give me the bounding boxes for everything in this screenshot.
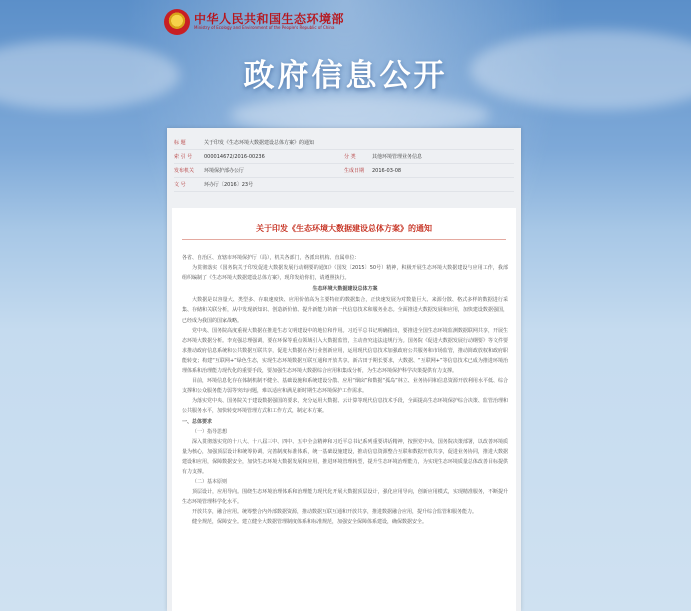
meta-label: 标 题 — [174, 140, 186, 146]
paragraph: 健全规范，保障安全。建立健全大数据管理制度体系和标准规范，加强安全保障体系建设，确保数据安全。 — [192, 519, 428, 526]
ministry-english-name: Ministry of Ecology and Environment of the People's Republic of China — [194, 25, 335, 30]
paragraph: 目前，环境信息化存在体制机制不健全、基础设施和系统建设分散、应用“烟囱”和数据“孤岛”林立、业务协同和信息资源开放利用水平低、综合支撑和公众服务能力弱等突出问题，难以适应和满足新时期生态环境保护工作需求。 — [182, 378, 508, 395]
meta-label: 发布机关 — [174, 168, 195, 174]
content-panel — [167, 128, 521, 611]
meta-value: 关于印发《生态环境大数据建设总体方案》的通知 — [204, 140, 315, 146]
paragraph: 顶层设计，应用导向。围绕生态环境治理体系和治理能力现代化开展大数据顶层设计，强化应用导向，创新应用模式，实现精准服务，不断提升生态环境管理科学化水平。 — [182, 489, 508, 506]
document-text — [182, 253, 508, 528]
page-title: 政府信息公开 — [243, 58, 448, 94]
meta-row-docno — [174, 178, 514, 192]
meta-value: 2016-03-08 — [372, 167, 402, 174]
ministry-name[interactable]: 中华人民共和国生态环境部 — [194, 12, 345, 26]
section-heading: 一、总体要求 — [182, 418, 213, 425]
paragraph: 各省、自治区、直辖市环境保护厅（局），机关各部门，各派出机构、直属单位： — [182, 255, 360, 261]
paragraph: 为落实党中央、国务院关于建设数据强国的要求，充分运用大数据、云计算等现代信息技术手段，全面提高生态环境保护综合决策、监管治理和公共服务水平，加快转变环境管理方式和工作方式，制定本方案。 — [182, 398, 508, 415]
paragraph: 开放共享，融合应用。统筹整合内外部数据资源，推动数据互联互通和开放共享，推进数据融合应用，提升综合监管和服务能力。 — [192, 509, 478, 516]
paragraph: 大数据是以容量大、类型多、存取速度快、应用价值高为主要特征的数据集合，正快速发展为对数量巨大、来源分散、格式多样的数据进行采集、存储和关联分析，从中发现新知识、创造新价值、提升新能力的新一代信息技术和服务业态。全面推进大数据发展和应用，加快建设数据强国，已经成为我国的国家战略。 — [182, 297, 508, 324]
meta-label: 文 号 — [174, 182, 186, 188]
meta-row-title — [174, 136, 514, 150]
header-banner — [0, 0, 691, 128]
section-heading: 生态环境大数据建设总体方案 — [312, 286, 378, 293]
paragraph: （二）基本原则 — [192, 479, 228, 486]
paragraph: 深入贯彻落实党的十八大、十八届三中、四中、五中全会精神和习近平总书记系列重要讲话精神，按照党中央、国务院决策部署，以改善环境质量为核心，加强顶层设计和统筹协调，完善制度标准体系，统一基础设施建设，推动信息资源整合互联和数据开放共享，促进业务协同，推进大数据建设和应用，保障数据安全，加快生态环境大数据发展和应用，推进环境管理转型，提升生态环境治理能力，为实现生态环境质量总体改善目标提供有力支撑。 — [182, 438, 508, 475]
meta-label: 索 引 号 — [174, 154, 193, 160]
meta-label: 分 类 — [344, 154, 356, 160]
title-divider — [182, 239, 506, 240]
meta-row-issuer — [174, 164, 514, 178]
meta-value: 其他环境管理业务信息 — [372, 154, 423, 160]
document-meta-table — [174, 136, 514, 192]
meta-value: 000014672/2016-00236 — [204, 153, 265, 160]
document-body — [172, 208, 516, 611]
document-title: 关于印发《生态环境大数据建设总体方案》的通知 — [256, 224, 432, 233]
meta-value: 环境保护部办公厅 — [204, 168, 245, 174]
meta-row-index — [174, 150, 514, 164]
meta-label: 生成日期 — [344, 168, 365, 174]
national-emblem-icon — [164, 9, 190, 35]
meta-value: 环办厅〔2016〕23号 — [204, 182, 254, 188]
paragraph: 为贯彻落实《国务院关于印发促进大数据发展行动纲要的通知》（国发〔2015〕50号）精神，积极开展生态环境大数据建设与应用工作，我部组织编制了《生态环境大数据建设总体方案》，现印发给你们，请遵照执行。 — [182, 265, 508, 282]
paragraph: 党中央、国务院高度重视大数据在推进生态文明建设中的地位和作用。习近平总书记明确指出，要推进全国生态环境监测数据联网共享，开展生态环境大数据分析。李克强总理强调，要在环保等重点领域引入大数据监管，主动查究违法违规行为。国务院《促进大数据发展行动纲要》等文件要求推动政府信息系统和公共数据互联共享，促进大数据在各行业创新应用，运用现代信息技术加强政府公共服务和市场监管，推动简政放权和政府职能转变；构建“互联网+”绿色生态，实现生态环境数据互联互通和开放共享。新古田于期长要求，大数据、“互联网+”等信息技术已成为推进环境治理体系和治理能力现代化的重要手段，要加强生态环境大数据综合应用和集成分析，为生态环境保护科学决策提供有力支撑。 — [182, 327, 508, 375]
paragraph: （一）指导思想 — [192, 428, 228, 435]
